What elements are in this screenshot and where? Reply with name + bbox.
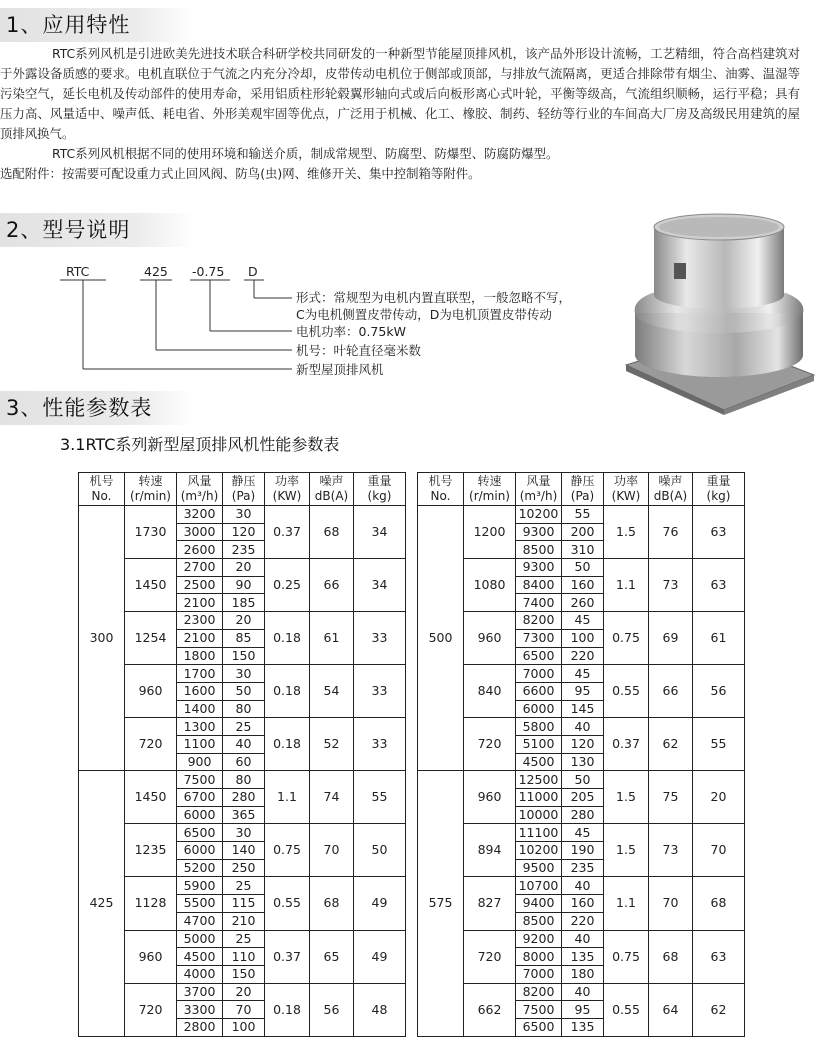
cell-speed: 960	[125, 930, 177, 983]
cell-power: 0.55	[604, 665, 649, 718]
cell-noise: 75	[649, 771, 693, 824]
desc-form-line2: C为电机侧置皮带传动，D为电机顶置皮带传动	[296, 307, 552, 322]
cell-pressure: 90	[223, 576, 265, 594]
cell-pressure: 85	[223, 629, 265, 647]
cell-airflow: 1300	[177, 718, 223, 736]
cell-pressure: 25	[223, 877, 265, 895]
cell-model-no: 575	[418, 771, 464, 1036]
cell-airflow: 9500	[516, 859, 562, 877]
cell-speed: 720	[464, 930, 516, 983]
cell-airflow: 8200	[516, 983, 562, 1001]
desc-power: 电机功率：0.75kW	[296, 324, 406, 339]
cell-airflow: 7500	[516, 1001, 562, 1019]
cell-noise: 68	[310, 877, 354, 930]
cell-pressure: 130	[562, 753, 604, 771]
cell-airflow: 7400	[516, 594, 562, 612]
cell-airflow: 2700	[177, 559, 223, 577]
cell-noise: 69	[649, 612, 693, 665]
cell-airflow: 4500	[516, 753, 562, 771]
cell-power: 0.18	[265, 983, 310, 1036]
table-row	[418, 718, 745, 736]
table-row	[418, 930, 745, 948]
col-header-flow: 风量 (m³/h)	[177, 473, 223, 506]
cell-airflow: 1600	[177, 682, 223, 700]
cell-weight: 62	[693, 983, 745, 1036]
cell-pressure: 45	[562, 824, 604, 842]
section-heading-model: 2、型号说明	[0, 213, 194, 247]
cell-pressure: 80	[223, 771, 265, 789]
col-header-pressure: 静压 (Pa)	[562, 473, 604, 506]
cell-pressure: 120	[562, 735, 604, 753]
cell-noise: 74	[310, 771, 354, 824]
desc-type: 新型屋顶排风机	[296, 362, 384, 377]
cell-pressure: 145	[562, 700, 604, 718]
cell-airflow: 7000	[516, 965, 562, 983]
cell-speed: 720	[125, 983, 177, 1036]
cell-weight: 33	[354, 665, 406, 718]
desc-size: 机号：叶轮直径毫米数	[296, 343, 422, 358]
cell-speed: 840	[464, 665, 516, 718]
cell-airflow: 4500	[177, 948, 223, 966]
cell-power: 1.5	[604, 771, 649, 824]
cell-pressure: 40	[562, 718, 604, 736]
cell-airflow: 3700	[177, 983, 223, 1001]
cell-pressure: 20	[223, 559, 265, 577]
cell-pressure: 30	[223, 824, 265, 842]
cell-airflow: 10200	[516, 506, 562, 524]
cell-airflow: 6000	[177, 842, 223, 860]
cell-power: 1.1	[604, 877, 649, 930]
cell-pressure: 50	[562, 559, 604, 577]
col-header-flow: 风量 (m³/h)	[516, 473, 562, 506]
cell-airflow: 8500	[516, 541, 562, 559]
cell-power: 0.75	[604, 930, 649, 983]
cell-pressure: 135	[562, 948, 604, 966]
cell-pressure: 100	[562, 629, 604, 647]
cell-weight: 70	[693, 824, 745, 877]
cell-airflow: 5200	[177, 859, 223, 877]
cell-airflow: 5100	[516, 735, 562, 753]
cell-pressure: 235	[562, 859, 604, 877]
cell-speed: 1254	[125, 612, 177, 665]
cell-noise: 52	[310, 718, 354, 771]
cell-weight: 68	[693, 877, 745, 930]
cell-weight: 49	[354, 877, 406, 930]
cell-airflow: 900	[177, 753, 223, 771]
cell-pressure: 310	[562, 541, 604, 559]
table-row	[79, 877, 406, 895]
cell-pressure: 185	[223, 594, 265, 612]
table-row	[418, 877, 745, 895]
cell-speed: 827	[464, 877, 516, 930]
model-code-diagram	[60, 258, 620, 388]
table-row	[418, 612, 745, 630]
table-row	[79, 559, 406, 577]
cell-pressure: 50	[223, 682, 265, 700]
table-row	[79, 718, 406, 736]
performance-table-right	[417, 472, 745, 1037]
cell-power: 0.18	[265, 665, 310, 718]
cell-airflow: 1400	[177, 700, 223, 718]
cell-weight: 56	[693, 665, 745, 718]
cell-airflow: 2100	[177, 629, 223, 647]
cell-pressure: 150	[223, 647, 265, 665]
table-row	[79, 824, 406, 842]
cell-pressure: 180	[562, 965, 604, 983]
cell-airflow: 12500	[516, 771, 562, 789]
cell-noise: 61	[310, 612, 354, 665]
cell-weight: 34	[354, 506, 406, 559]
cell-airflow: 9200	[516, 930, 562, 948]
table-title: 3.1RTC系列新型屋顶排风机性能参数表	[60, 435, 340, 454]
cell-noise: 70	[649, 877, 693, 930]
table-row	[418, 559, 745, 577]
cell-airflow: 1100	[177, 735, 223, 753]
cell-speed: 662	[464, 983, 516, 1036]
cell-pressure: 110	[223, 948, 265, 966]
cell-pressure: 220	[562, 912, 604, 930]
col-header-noise: 噪声 dB(A)	[649, 473, 693, 506]
cell-pressure: 50	[562, 771, 604, 789]
table-row	[418, 506, 745, 524]
cell-airflow: 3000	[177, 523, 223, 541]
cell-speed: 1200	[464, 506, 516, 559]
cell-airflow: 8000	[516, 948, 562, 966]
cell-pressure: 40	[223, 735, 265, 753]
cell-weight: 34	[354, 559, 406, 612]
cell-pressure: 365	[223, 806, 265, 824]
cell-airflow: 6700	[177, 789, 223, 807]
table-header-row	[418, 473, 745, 506]
cell-pressure: 190	[562, 842, 604, 860]
cell-pressure: 160	[562, 895, 604, 913]
cell-pressure: 20	[223, 612, 265, 630]
cell-power: 1.5	[604, 824, 649, 877]
cell-noise: 56	[310, 983, 354, 1036]
cell-airflow: 5800	[516, 718, 562, 736]
table-row	[418, 771, 745, 789]
cell-airflow: 8200	[516, 612, 562, 630]
col-header-power: 功率 (KW)	[265, 473, 310, 506]
cell-pressure: 150	[223, 965, 265, 983]
cell-airflow: 1800	[177, 647, 223, 665]
cell-noise: 70	[310, 824, 354, 877]
col-header-no: 机号 No.	[79, 473, 125, 506]
cell-airflow: 6600	[516, 682, 562, 700]
cell-airflow: 7500	[177, 771, 223, 789]
cell-airflow: 10000	[516, 806, 562, 824]
col-header-no: 机号 No.	[418, 473, 464, 506]
cell-pressure: 60	[223, 753, 265, 771]
cell-airflow: 6500	[516, 1018, 562, 1036]
cell-pressure: 45	[562, 612, 604, 630]
col-header-weight: 重量 (kg)	[354, 473, 406, 506]
col-header-speed: 转速 (r/min)	[464, 473, 516, 506]
cell-airflow: 10200	[516, 842, 562, 860]
cell-speed: 1080	[464, 559, 516, 612]
cell-pressure: 205	[562, 789, 604, 807]
cell-power: 0.18	[265, 718, 310, 771]
cell-power: 0.55	[265, 877, 310, 930]
cell-pressure: 70	[223, 1001, 265, 1019]
cell-airflow: 11100	[516, 824, 562, 842]
cell-pressure: 40	[562, 877, 604, 895]
cell-power: 0.25	[265, 559, 310, 612]
cell-airflow: 9300	[516, 559, 562, 577]
col-header-pressure: 静压 (Pa)	[223, 473, 265, 506]
cell-airflow: 8400	[516, 576, 562, 594]
cell-pressure: 140	[223, 842, 265, 860]
cell-pressure: 25	[223, 718, 265, 736]
cell-pressure: 100	[223, 1018, 265, 1036]
cell-speed: 1450	[125, 559, 177, 612]
cell-pressure: 235	[223, 541, 265, 559]
table-row	[79, 771, 406, 789]
cell-airflow: 5000	[177, 930, 223, 948]
table-row	[418, 665, 745, 683]
roof-fan-image	[612, 205, 818, 415]
cell-noise: 64	[649, 983, 693, 1036]
cell-noise: 54	[310, 665, 354, 718]
cell-airflow: 4700	[177, 912, 223, 930]
cell-noise: 65	[310, 930, 354, 983]
cell-airflow: 6000	[177, 806, 223, 824]
types-paragraph: RTC系列风机根据不同的使用环境和输送介质，制成常规型、防腐型、防爆型、防腐防爆型。	[52, 146, 559, 161]
table-row	[418, 983, 745, 1001]
cell-airflow: 10700	[516, 877, 562, 895]
cell-weight: 49	[354, 930, 406, 983]
cell-pressure: 120	[223, 523, 265, 541]
section-heading-application: 1、应用特性	[0, 8, 194, 42]
cell-power: 0.37	[604, 718, 649, 771]
cell-pressure: 220	[562, 647, 604, 665]
performance-table-left	[78, 472, 406, 1037]
cell-airflow: 11000	[516, 789, 562, 807]
cell-airflow: 6500	[516, 647, 562, 665]
cell-pressure: 210	[223, 912, 265, 930]
cell-pressure: 260	[562, 594, 604, 612]
cell-weight: 63	[693, 930, 745, 983]
cell-noise: 76	[649, 506, 693, 559]
cell-noise: 66	[310, 559, 354, 612]
cell-power: 1.1	[604, 559, 649, 612]
cell-pressure: 25	[223, 930, 265, 948]
cell-speed: 1450	[125, 771, 177, 824]
cell-noise: 73	[649, 824, 693, 877]
cell-model-no: 500	[418, 506, 464, 771]
cell-power: 0.37	[265, 930, 310, 983]
cell-weight: 55	[354, 771, 406, 824]
col-header-noise: 噪声 dB(A)	[310, 473, 354, 506]
cell-airflow: 3300	[177, 1001, 223, 1019]
model-code-series: RTC	[66, 264, 90, 279]
cell-noise: 73	[649, 559, 693, 612]
cell-speed: 960	[464, 612, 516, 665]
cell-weight: 50	[354, 824, 406, 877]
cell-weight: 63	[693, 559, 745, 612]
cell-noise: 66	[649, 665, 693, 718]
cell-model-no: 425	[79, 771, 125, 1036]
table-row	[79, 665, 406, 683]
cell-airflow: 2500	[177, 576, 223, 594]
cell-speed: 720	[464, 718, 516, 771]
cell-airflow: 2800	[177, 1018, 223, 1036]
cell-speed: 960	[464, 771, 516, 824]
cell-pressure: 135	[562, 1018, 604, 1036]
cell-airflow: 9300	[516, 523, 562, 541]
cell-pressure: 95	[562, 682, 604, 700]
cell-airflow: 1700	[177, 665, 223, 683]
cell-weight: 33	[354, 612, 406, 665]
col-header-speed: 转速 (r/min)	[125, 473, 177, 506]
cell-airflow: 6500	[177, 824, 223, 842]
cell-power: 0.55	[604, 983, 649, 1036]
cell-model-no: 300	[79, 506, 125, 771]
cell-airflow: 2600	[177, 541, 223, 559]
model-code-drive: D	[248, 264, 258, 279]
desc-form-line1: 形式：常规型为电机内置直联型，一般忽略不写，	[296, 290, 572, 305]
cell-pressure: 250	[223, 859, 265, 877]
cell-weight: 20	[693, 771, 745, 824]
model-code-size: 425	[144, 264, 168, 279]
cell-pressure: 40	[562, 983, 604, 1001]
cell-weight: 55	[693, 718, 745, 771]
section-heading-performance: 3、性能参数表	[0, 391, 194, 425]
table-row	[79, 983, 406, 1001]
cell-airflow: 3200	[177, 506, 223, 524]
table-header-row	[79, 473, 406, 506]
cell-pressure: 55	[562, 506, 604, 524]
cell-pressure: 40	[562, 930, 604, 948]
cell-noise: 68	[310, 506, 354, 559]
cell-speed: 1128	[125, 877, 177, 930]
table-row	[418, 824, 745, 842]
cell-pressure: 20	[223, 983, 265, 1001]
cell-speed: 1730	[125, 506, 177, 559]
cell-pressure: 80	[223, 700, 265, 718]
cell-noise: 68	[649, 930, 693, 983]
cell-pressure: 45	[562, 665, 604, 683]
cell-pressure: 95	[562, 1001, 604, 1019]
cell-power: 1.5	[604, 506, 649, 559]
cell-power: 0.37	[265, 506, 310, 559]
cell-speed: 960	[125, 665, 177, 718]
cell-airflow: 8500	[516, 912, 562, 930]
cell-pressure: 160	[562, 576, 604, 594]
cell-pressure: 200	[562, 523, 604, 541]
cell-power: 0.75	[604, 612, 649, 665]
intro-paragraph: RTC系列风机是引进欧美先进技术联合科研学校共同研发的一种新型节能屋顶排风机，该产品外形设计流畅，工艺精细，符合高档建筑对于外露设备质感的要求。电机直联位于气流之内充分冷却，皮带传动电机位于侧部或顶部，与排放气流隔离，更适合排除带有烟尘、油雾、温湿等污染空气，延长电机及传动部件的使用寿命，采用铝质柱形轮毂翼形轴向式或后向板形离心式叶轮，平衡等级高，气流组织顺畅，运行平稳；具有压力高、风量适中、噪声低、耗电省、外形美观牢固等优点，广泛用于机械、化工、橡胶、制药、轻纺等行业的车间高大厂房及高级民用建筑的屋顶排风换气。	[0, 46, 800, 141]
cell-pressure: 30	[223, 665, 265, 683]
cell-airflow: 7000	[516, 665, 562, 683]
cell-airflow: 5500	[177, 895, 223, 913]
cell-airflow: 2300	[177, 612, 223, 630]
cell-speed: 1235	[125, 824, 177, 877]
table-row	[79, 612, 406, 630]
col-header-weight: 重量 (kg)	[693, 473, 745, 506]
cell-airflow: 7300	[516, 629, 562, 647]
cell-airflow: 5900	[177, 877, 223, 895]
cell-weight: 63	[693, 506, 745, 559]
cell-weight: 33	[354, 718, 406, 771]
col-header-power: 功率 (KW)	[604, 473, 649, 506]
cell-speed: 894	[464, 824, 516, 877]
cell-noise: 62	[649, 718, 693, 771]
cell-airflow: 6000	[516, 700, 562, 718]
cell-pressure: 30	[223, 506, 265, 524]
cell-pressure: 280	[562, 806, 604, 824]
table-row	[79, 506, 406, 524]
table-row	[79, 930, 406, 948]
cell-weight: 48	[354, 983, 406, 1036]
cell-pressure: 280	[223, 789, 265, 807]
cell-pressure: 115	[223, 895, 265, 913]
cell-airflow: 2100	[177, 594, 223, 612]
accessories-paragraph: 选配附件：按需要可配设重力式止回风阀、防鸟(虫)网、维修开关、集中控制箱等附件。	[0, 166, 481, 181]
cell-power: 0.75	[265, 824, 310, 877]
model-code-power: -0.75	[192, 264, 225, 279]
cell-weight: 61	[693, 612, 745, 665]
cell-speed: 720	[125, 718, 177, 771]
cell-airflow: 4000	[177, 965, 223, 983]
cell-power: 0.18	[265, 612, 310, 665]
cell-airflow: 9400	[516, 895, 562, 913]
cell-power: 1.1	[265, 771, 310, 824]
